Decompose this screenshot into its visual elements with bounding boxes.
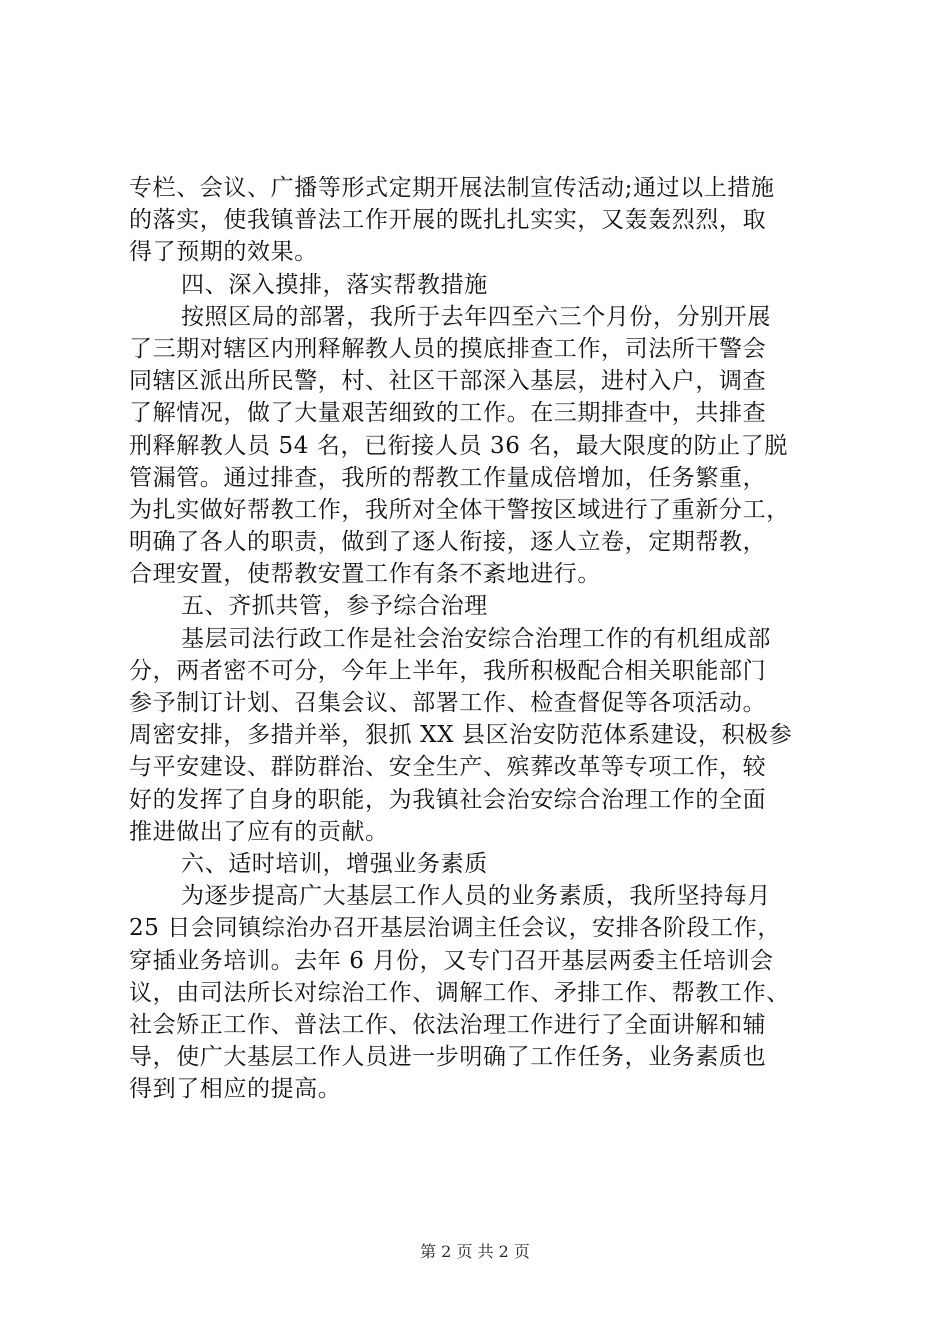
text-line: 参予制订计划、召集会议、部署工作、检查督促等各项活动。	[129, 690, 767, 716]
section-heading: 六、适时培训，增强业务素质	[181, 850, 488, 877]
text-line: 同辖区派出所民警，村、社区干部深入基层，进村入户，调查	[129, 368, 767, 395]
text-line: 为扎实做好帮教工作，我所对全体干警按区域进行了重新分工，	[129, 496, 790, 523]
paragraph-first-line: 基层司法行政工作是社会治安综合治理工作的有机组成部	[181, 625, 771, 652]
page-footer	[0, 1242, 950, 1262]
text-line: 社会矫正工作、普法工作、依法治理工作进行了全面讲解和辅	[129, 1011, 767, 1038]
paragraph-first-line: 按照区局的部署，我所于去年四至六三个月份，分别开展	[181, 303, 771, 330]
text-line: 得到了相应的提高。	[129, 1076, 342, 1103]
text-line: 了解情况，做了大量艰苦细致的工作。在三期排查中，共排查	[129, 400, 767, 427]
text-line: 推进做出了应有的贡献。	[129, 818, 389, 845]
text-line: 分，两者密不可分，今年上半年，我所积极配合相关职能部门	[129, 657, 767, 684]
text-line: 25 日会同镇综治办召开基层治调主任会议，安排各阶段工作，	[129, 915, 781, 942]
section-heading: 五、齐抓共管，参予综合治理	[181, 593, 488, 620]
text-line: 刑释解教人员 54 名，已衔接人员 36 名，最大限度的防止了脱	[129, 432, 788, 459]
text-line: 周密安排，多措并举，狠抓 XX 县区治安防范体系建设，积极参	[129, 722, 793, 749]
text-line: 议，由司法所长对综治工作、调解工作、矛排工作、帮教工作、	[129, 979, 790, 1006]
text-line: 合理安置，使帮教安置工作有条不紊地进行。	[129, 561, 601, 588]
page-number: 第 2 页 共 2 页	[420, 1242, 530, 1261]
text-line: 得了预期的效果。	[129, 239, 318, 266]
text-line: 的落实，使我镇普法工作开展的既扎扎实实，又轰轰烈烈，取	[129, 207, 767, 234]
text-line: 了三期对辖区内刑释解教人员的摸底排查工作，司法所干警会	[129, 335, 767, 362]
text-line: 与平安建设、群防群治、安全生产、殡葬改革等专项工作，较	[129, 754, 767, 781]
text-line: 明确了各人的职责，做到了逐人衔接，逐人立卷，定期帮教，	[129, 529, 767, 556]
text-line: 穿插业务培训。去年 6 月份，又专门召开基层两委主任培训会	[129, 947, 774, 974]
text-line: 导，使广大基层工作人员进一步明确了工作任务，业务素质也	[129, 1044, 767, 1071]
text-line: 专栏、会议、广播等形式定期开展法制宣传活动;通过以上措施	[129, 175, 775, 201]
paragraph-first-line: 为逐步提高广大基层工作人员的业务素质，我所坚持每月	[181, 883, 771, 910]
body-text	[129, 172, 829, 1105]
section-heading: 四、深入摸排，落实帮教措施	[181, 271, 488, 298]
text-line: 好的发挥了自身的职能，为我镇社会治安综合治理工作的全面	[129, 786, 767, 813]
text-line: 管漏管。通过排查，我所的帮教工作量成倍增加，任务繁重，	[129, 464, 767, 491]
